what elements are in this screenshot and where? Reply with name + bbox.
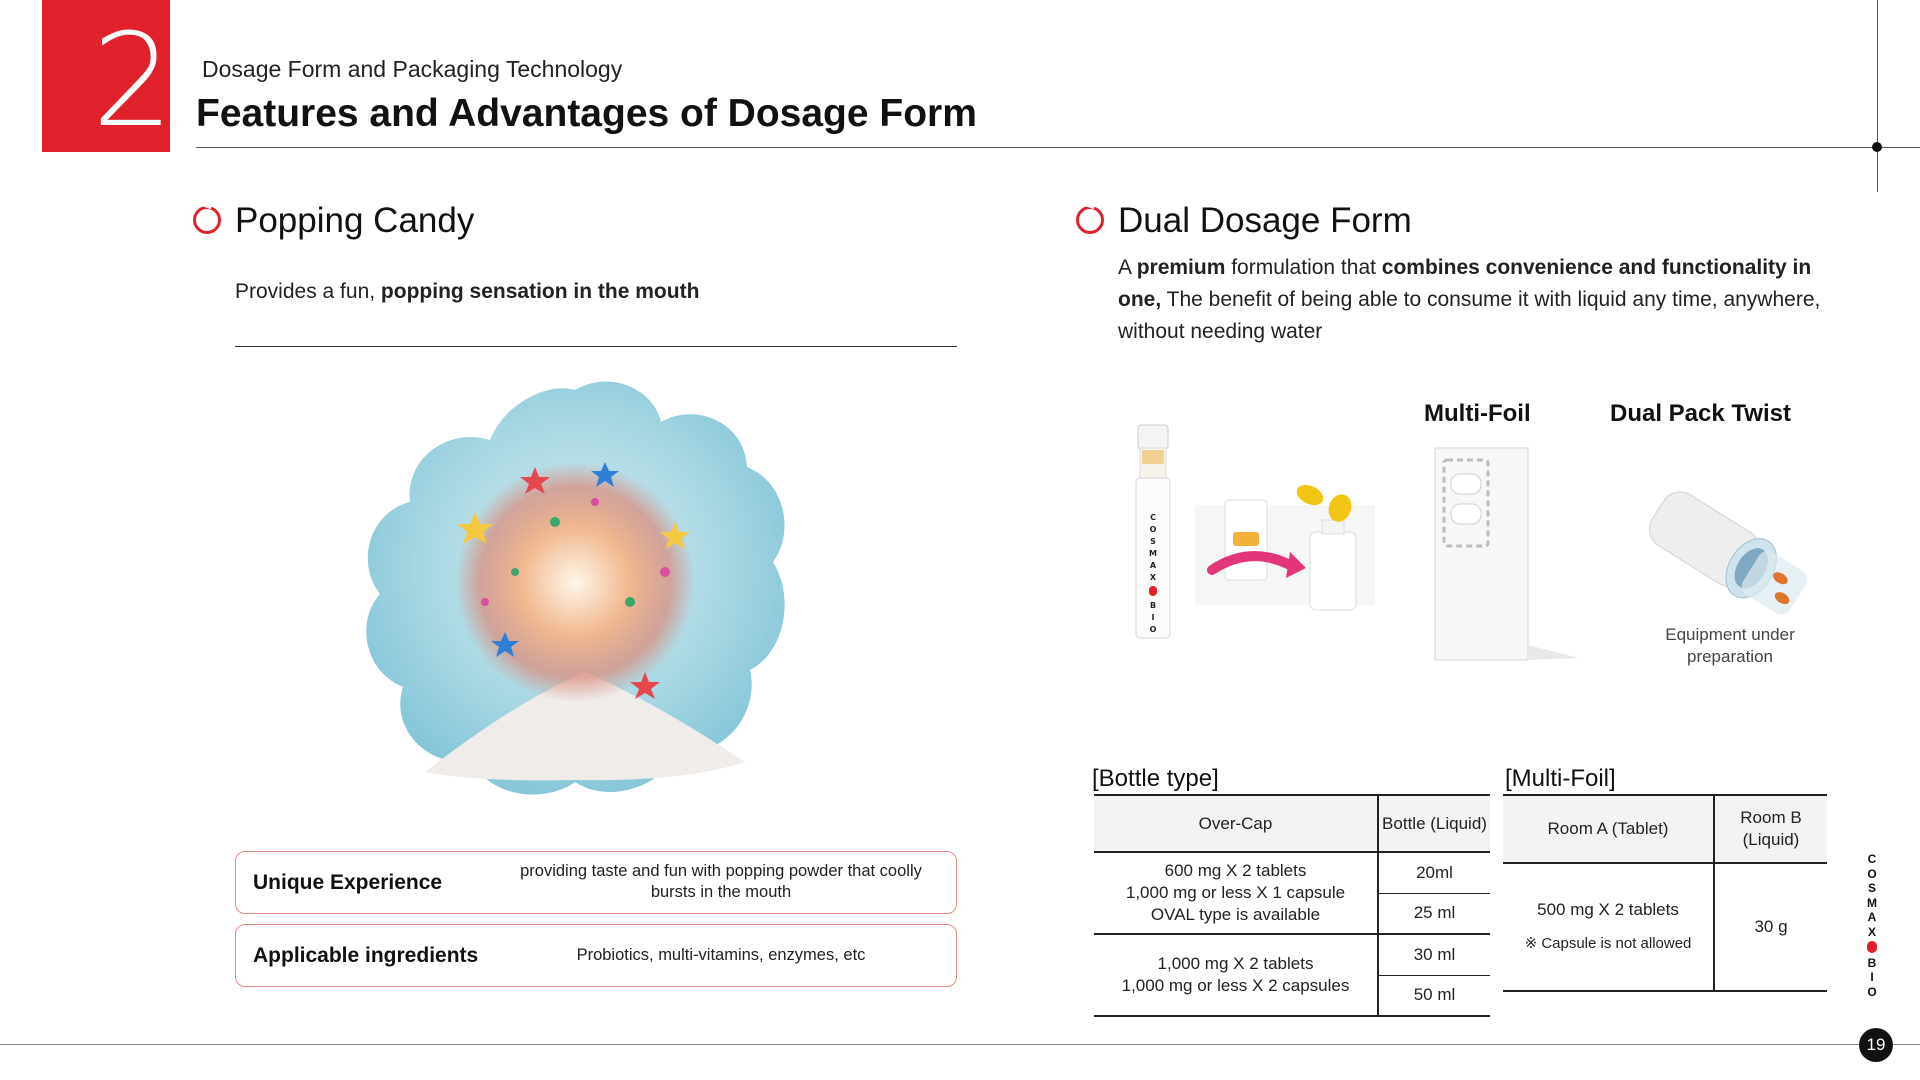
feature-text: providing taste and fun with popping powder that coolly bursts in the mouth	[520, 862, 922, 901]
table-header: Bottle (Liquid)	[1378, 795, 1490, 852]
popping-candy-image	[355, 372, 795, 812]
table-header: Room A (Tablet)	[1503, 795, 1714, 863]
table-cell: 50 ml	[1378, 975, 1490, 1016]
table-cell: 30 ml	[1378, 934, 1490, 975]
desc-text: Provides a fun,	[235, 280, 381, 303]
table-cell: 30 g	[1714, 863, 1827, 991]
multi-foil-table	[1503, 794, 1827, 992]
svg-text:B: B	[1149, 601, 1157, 610]
svg-text:S: S	[1150, 537, 1156, 546]
dual-pack-twist-image	[1635, 490, 1825, 620]
svg-text:A: A	[1149, 561, 1157, 570]
desc-emphasis: premium	[1136, 256, 1226, 279]
feature-box-unique-experience	[235, 851, 957, 914]
footer-divider	[0, 1044, 1920, 1045]
table-cell: 25 ml	[1378, 893, 1490, 934]
equipment-note: Equipment under preparation	[1665, 625, 1795, 666]
corner-divider	[1877, 0, 1878, 192]
header-divider	[196, 147, 1920, 148]
desc-text: The benefit of being able to consume it with liquid any time, anywhere, without needing water	[1118, 288, 1821, 343]
logo-letter: C	[1867, 852, 1877, 866]
logo-letter: O	[1867, 984, 1877, 999]
room-a-note: ※ Capsule is not allowed	[1524, 935, 1692, 952]
dual-dosage-bullet-icon	[1076, 206, 1104, 234]
logo-letter: A	[1867, 910, 1877, 925]
svg-text:O: O	[1149, 525, 1157, 534]
logo-dot	[1867, 941, 1877, 953]
logo-letter: S	[1867, 881, 1876, 896]
cosmax-bio-logo	[1862, 852, 1882, 999]
svg-text:X: X	[1149, 573, 1157, 582]
dual-dosage-description	[1118, 252, 1838, 348]
desc-emphasis: combines convenience and functionality in one,	[1118, 256, 1812, 311]
svg-text:O: O	[1149, 625, 1157, 634]
popping-candy-heading: Popping Candy	[235, 201, 475, 240]
feature-label: Unique Experience	[253, 871, 443, 894]
logo-letter: I	[1870, 970, 1874, 985]
bottle-overcap-image	[1130, 420, 1380, 660]
logo-letter: X	[1867, 924, 1876, 939]
feature-text: Probiotics, multi-vitamins, enzymes, etc	[576, 946, 866, 964]
logo-letter: O	[1867, 866, 1877, 881]
room-a-value: 500 mg X 2 tablets	[1537, 900, 1679, 919]
logo-letter: B	[1867, 955, 1877, 970]
logo-letter: M	[1867, 895, 1877, 910]
table-header: Room B (Liquid)	[1714, 795, 1827, 863]
page-subtitle: Dosage Form and Packaging Technology	[202, 56, 623, 82]
bottle-type-table	[1094, 794, 1490, 1017]
svg-text:M: M	[1149, 549, 1157, 558]
popping-candy-divider	[235, 346, 957, 347]
desc-text: A	[1118, 256, 1137, 279]
svg-text:C: C	[1150, 513, 1156, 522]
multi-foil-label: Multi-Foil	[1424, 400, 1531, 427]
page-number: 19	[1859, 1028, 1893, 1062]
page-title: Features and Advantages of Dosage Form	[196, 92, 977, 135]
bottle-table-title: [Bottle type]	[1092, 765, 1219, 792]
section-number: 2	[92, 7, 174, 156]
table-cell: 600 mg X 2 tablets 1,000 mg or less X 1 capsule OVAL type is available	[1094, 852, 1378, 934]
desc-text: formulation that	[1225, 256, 1382, 279]
multi-foil-image	[1430, 440, 1580, 665]
dual-dosage-heading: Dual Dosage Form	[1118, 201, 1412, 240]
table-cell: 1,000 mg X 2 tablets 1,000 mg or less X 2 capsules	[1094, 934, 1378, 1016]
dual-pack-twist-label: Dual Pack Twist	[1610, 400, 1791, 427]
desc-emphasis: popping sensation in the mouth	[380, 280, 700, 303]
table-cell	[1503, 863, 1714, 991]
feature-box-applicable-ingredients	[235, 924, 957, 987]
svg-text:I: I	[1151, 613, 1155, 622]
popping-candy-bullet-icon	[193, 206, 221, 234]
corner-dot	[1872, 142, 1882, 152]
feature-label: Applicable ingredients	[253, 944, 479, 967]
table-cell: 20ml	[1378, 852, 1490, 893]
multifoil-table-title: [Multi-Foil]	[1505, 765, 1616, 792]
popping-candy-description	[235, 280, 699, 304]
table-header: Over-Cap	[1094, 795, 1378, 852]
